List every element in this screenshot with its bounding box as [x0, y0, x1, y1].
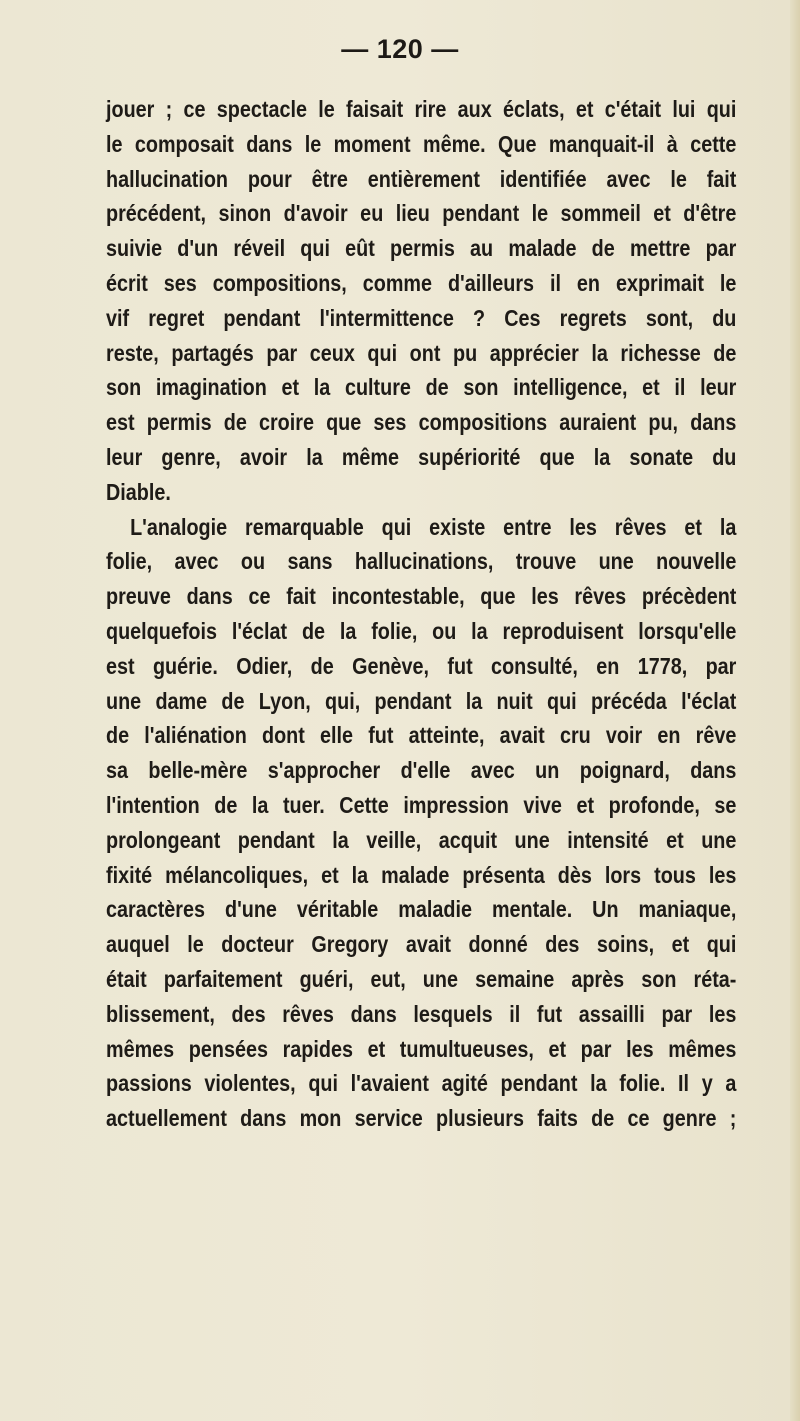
text-line: quelquefois l'éclat de la folie, ou la reproduisent lorsqu'elle: [106, 617, 737, 644]
text-line: blissement, des rêves dans lesquels il fut assailli par les: [106, 1000, 737, 1027]
text-line: vif regret pendant l'intermittence ? Ces regrets sont, du: [106, 304, 737, 331]
text-line: une dame de Lyon, qui, pendant la nuit qui précéda l'éclat: [106, 687, 737, 714]
text-line: de l'aliénation dont elle fut atteinte, avait cru voir en rêve: [106, 722, 737, 749]
text-line: auquel le docteur Gregory avait donné des soins, et qui: [106, 931, 737, 958]
text-line: écrit ses compositions, comme d'ailleurs il en exprimait le: [106, 269, 737, 296]
text-line: leur genre, avoir la même supériorité que la sonate du: [106, 443, 737, 470]
text-line: est guérie. Odier, de Genève, fut consulté, en 1778, par: [106, 652, 737, 679]
text-line: L'analogie remarquable qui existe entre les rêves et la: [130, 513, 737, 540]
text-line: l'intention de la tuer. Cette impression vive et profonde, se: [106, 791, 737, 818]
text-line: folie, avec ou sans hallucinations, trouve une nouvelle: [106, 548, 737, 575]
page-edge: [790, 0, 800, 1421]
text-line: jouer ; ce spectacle le faisait rire aux éclats, et c'était lui qui: [106, 96, 737, 122]
text-line: prolongeant pendant la veille, acquit une intensité et une: [106, 826, 737, 853]
body-text: [106, 92, 736, 1136]
text-line: actuellement dans mon service plusieurs faits de ce genre ;: [106, 1105, 737, 1132]
text-line: mêmes pensées rapides et tumultueuses, et par les mêmes: [106, 1035, 737, 1062]
text-line: sa belle-mère s'approcher d'elle avec un poignard, dans: [106, 757, 737, 784]
text-line: le composait dans le moment même. Que manquait-il à cette: [106, 130, 737, 157]
text-line: est permis de croire que ses compositions auraient pu, dans: [106, 409, 737, 436]
text-line: Diable.: [106, 478, 171, 505]
text-line: était parfaitement guéri, eut, une semaine après son réta-: [106, 965, 737, 992]
text-line: fixité mélancoliques, et la malade présenta dès lors tous les: [106, 861, 737, 888]
text-line: précédent, sinon d'avoir eu lieu pendant le sommeil et d'être: [106, 200, 737, 227]
text-line: reste, partagés par ceux qui ont pu apprécier la richesse de: [106, 339, 737, 366]
text-line: suivie d'un réveil qui eût permis au malade de mettre par: [106, 235, 737, 262]
page-number: — 120 —: [341, 34, 459, 64]
text-line: caractères d'une véritable maladie mentale. Un maniaque,: [106, 896, 737, 923]
text-line: preuve dans ce fait incontestable, que les rêves précèdent: [106, 583, 737, 610]
text-line: hallucination pour être entièrement identifiée avec le fait: [106, 165, 737, 192]
text-line: son imagination et la culture de son intelligence, et il leur: [106, 374, 737, 401]
text-line: passions violentes, qui l'avaient agité pendant la folie. Il y a: [106, 1070, 737, 1097]
